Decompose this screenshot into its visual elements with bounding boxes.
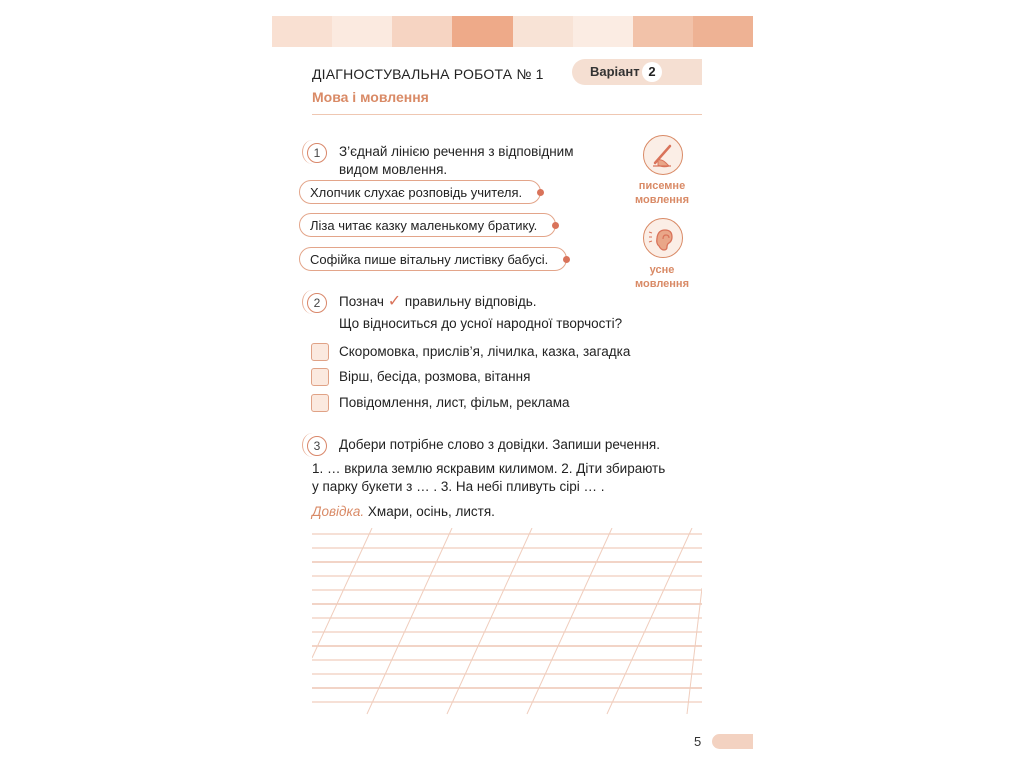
sentence-text: Ліза читає казку маленькому братику. <box>310 218 538 233</box>
answer-checkbox-3[interactable] <box>311 394 329 412</box>
connection-dot[interactable] <box>537 189 544 196</box>
task3-text-line2: у парку букети з … . 3. На небі пливуть сірі … . <box>312 479 605 494</box>
task3-instruction: Добери потрібне слово з довідки. Запиши речення. <box>339 437 660 452</box>
writing-lines[interactable] <box>312 528 702 716</box>
connection-dot[interactable] <box>563 256 570 263</box>
stripe <box>392 16 452 47</box>
reference-words: Хмари, осінь, листя. <box>367 504 495 519</box>
page-subtitle: Мова і мовлення <box>312 89 429 105</box>
answer-checkbox-2[interactable] <box>311 368 329 386</box>
task-number-1: 1 <box>307 143 327 163</box>
task3-reference <box>312 503 495 521</box>
sentence-text: Софійка пише вітальну листівку бабусі. <box>310 252 549 267</box>
check-mark-icon: ✓ <box>387 293 402 310</box>
answer-option-3: Повідомлення, лист, фільм, реклама <box>339 395 570 410</box>
task3-text-line1: 1. … вкрила землю яскравим килимом. 2. Діти збирають <box>312 461 666 476</box>
stripe <box>633 16 693 47</box>
task2-instruction <box>339 293 537 311</box>
task2-question: Що відноситься до усної народної творчості? <box>339 316 623 331</box>
task1-instruction-line1: З’єднай лінією речення з відповідним <box>339 144 574 159</box>
sentence-pill-1[interactable] <box>299 180 541 204</box>
page-title: ДІАГНОСТУВАЛЬНА РОБОТА № 1 <box>312 66 544 82</box>
mode-label-line: мовлення <box>635 278 689 290</box>
sentence-pill-3[interactable] <box>299 247 567 271</box>
task2-instruction-after: правильну відповідь. <box>404 294 537 309</box>
answer-checkbox-1[interactable] <box>311 343 329 361</box>
mode-label-written[interactable] <box>622 179 702 207</box>
connection-dot[interactable] <box>552 222 559 229</box>
page-number: 5 <box>694 734 702 749</box>
stripe <box>513 16 573 47</box>
top-decorative-stripes <box>272 16 753 47</box>
task1-instruction-line2: видом мовлення. <box>339 162 448 177</box>
ear-icon-graphic <box>644 219 682 257</box>
mode-label-line: писемне <box>638 180 686 192</box>
header-divider <box>312 114 702 115</box>
hand-writing-icon <box>643 135 683 175</box>
variant-label: Варіант <box>590 64 640 79</box>
slant-rules <box>312 528 702 714</box>
mode-label-oral[interactable] <box>622 263 702 291</box>
answer-option-2: Вірш, бесіда, розмова, вітання <box>339 369 531 384</box>
stripe <box>332 16 392 47</box>
reference-label: Довідка. <box>312 504 365 519</box>
stripe <box>452 16 512 47</box>
horizontal-rules <box>312 534 702 702</box>
task3-text <box>312 460 665 496</box>
workbook-page <box>272 16 753 756</box>
stripe <box>272 16 332 47</box>
variant-number: 2 <box>642 62 662 82</box>
mode-label-line: мовлення <box>635 194 689 206</box>
task-number-2: 2 <box>307 293 327 313</box>
hand-writing-icon-graphic <box>644 136 682 174</box>
task1-instruction <box>339 143 573 179</box>
mode-label-line: усне <box>649 264 675 276</box>
task2-instruction-before: Познач <box>339 294 384 309</box>
page-tab-decoration <box>712 734 753 749</box>
stripe <box>573 16 633 47</box>
stripe <box>693 16 753 47</box>
answer-option-1: Скоромовка, прислів’я, лічилка, казка, загадка <box>339 344 631 359</box>
sentence-text: Хлопчик слухає розповідь учителя. <box>310 185 523 200</box>
ear-icon <box>643 218 683 258</box>
task-number-3: 3 <box>307 436 327 456</box>
variant-badge <box>572 59 702 85</box>
sentence-pill-2[interactable] <box>299 213 556 237</box>
